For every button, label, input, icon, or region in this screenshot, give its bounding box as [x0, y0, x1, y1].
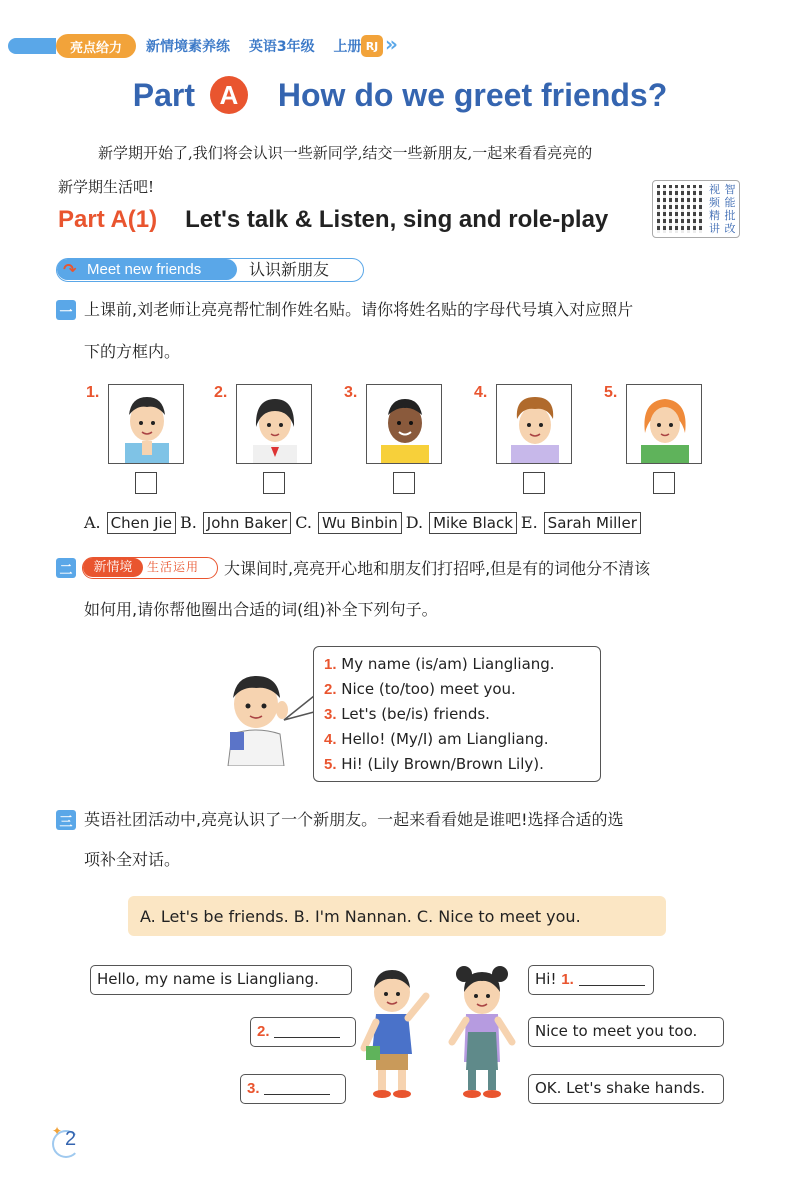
- name-options: A. Chen Jie B. John Baker C. Wu Binbin D. Mike Black E. Sarah Miller: [84, 512, 645, 534]
- dialog-options-strip: A. Let's be friends. B. I'm Nannan. C. Nice to meet you.: [128, 896, 666, 936]
- student-photo-4: [496, 384, 572, 464]
- name-tag-a: Chen Jie: [107, 512, 176, 534]
- blank-3[interactable]: [264, 1079, 330, 1095]
- header-text: [146, 36, 376, 56]
- qr-label: 视 智 频 能 精 批 讲 改: [709, 183, 736, 235]
- meet-tag-en: Meet new friends: [57, 259, 237, 280]
- section-2-line-1: 大课间时,亮亮开心地和朋友们打招呼,但是有的词他分不清该: [224, 559, 651, 578]
- section-3-line-1: 英语社团活动中,亮亮认识了一个新朋友。一起来看看她是谁吧!选择合适的选: [84, 810, 624, 829]
- subject-name: 英语3年级: [248, 39, 315, 55]
- title-letter-badge: A: [210, 76, 248, 114]
- sentence-4: 4. Hello! (My/I) am Liangliang.: [324, 730, 549, 748]
- tag-new-context: 新情境: [83, 558, 143, 577]
- curved-arrow-icon: ↷: [63, 260, 77, 279]
- student-photo-5: [626, 384, 702, 464]
- sentence-5: 5. Hi! (Lily Brown/Brown Lily).: [324, 755, 544, 773]
- header-bar: [8, 38, 56, 54]
- name-tag-e: Sarah Miller: [544, 512, 641, 534]
- blank-2[interactable]: [274, 1022, 340, 1038]
- section-2-number: 二: [56, 558, 76, 578]
- qr-code[interactable]: [652, 180, 740, 238]
- dialog-bubble-1: Hello, my name is Liangliang.: [90, 965, 352, 995]
- dialog-bubble-2: Hi! 1.: [528, 965, 654, 995]
- lesson-label: Part A(1): [58, 206, 158, 233]
- photo-number-3: 3.: [344, 384, 358, 401]
- answer-box-2[interactable]: [263, 472, 285, 494]
- name-tag-c: Wu Binbin: [318, 512, 402, 534]
- answer-box-5[interactable]: [653, 472, 675, 494]
- series-name: 新情境素养练: [146, 39, 230, 55]
- name-tag-d: Mike Black: [429, 512, 517, 534]
- section-1-line-1: 上课前,刘老师让亮亮帮忙制作姓名贴。请你将姓名贴的字母代号填入对应照片: [84, 300, 634, 319]
- new-context-tag: [82, 557, 218, 579]
- blank-1[interactable]: [579, 970, 645, 986]
- photo-number-1: 1.: [86, 384, 100, 401]
- tag-life-application: 生活运用: [147, 560, 200, 574]
- photo-number-5: 5.: [604, 384, 618, 401]
- sentence-list-bubble: [313, 646, 601, 782]
- intro-line-2: 新学期生活吧!: [58, 178, 155, 196]
- meet-new-friends-tag: [56, 258, 364, 282]
- dialog-bubble-4: Nice to meet you too.: [528, 1017, 724, 1047]
- title-text: How do we greet friends?: [277, 77, 668, 113]
- dialog-bubble-6: OK. Let's shake hands.: [528, 1074, 724, 1104]
- speech-tail: [282, 694, 316, 724]
- dialog-bubble-5: 3.: [240, 1074, 346, 1104]
- answer-box-1[interactable]: [135, 472, 157, 494]
- title-part: Part: [132, 77, 195, 113]
- page-title: [0, 76, 800, 114]
- lesson-heading: [58, 206, 608, 234]
- qr-pattern: [657, 185, 705, 233]
- name-tag-b: John Baker: [203, 512, 291, 534]
- student-photo-1: [108, 384, 184, 464]
- answer-box-4[interactable]: [523, 472, 545, 494]
- edition-badge: RJ: [361, 35, 383, 57]
- lesson-title: Let's talk & Listen, sing and role-play: [185, 206, 609, 233]
- header-badge: 亮点给力: [56, 34, 136, 58]
- section-1-number: 一: [56, 300, 76, 320]
- girl-illustration: [440, 962, 524, 1102]
- student-photo-2: [236, 384, 312, 464]
- student-photo-3: [366, 384, 442, 464]
- sentence-3: 3. Let's (be/is) friends.: [324, 705, 490, 723]
- boy-waving-illustration: [352, 962, 442, 1102]
- photo-number-4: 4.: [474, 384, 488, 401]
- section-3-number: 三: [56, 810, 76, 830]
- page-number: ✦ 2: [52, 1124, 84, 1156]
- answer-box-3[interactable]: [393, 472, 415, 494]
- volume-name: 上册: [333, 39, 362, 55]
- section-2-line-2: 如何用,请你帮他圈出合适的词(组)补全下列句子。: [84, 600, 438, 619]
- sentence-1: 1. My name (is/am) Liangliang.: [324, 655, 555, 673]
- meet-tag-cn: 认识新朋友: [249, 260, 330, 279]
- dialog-bubble-3: 2.: [250, 1017, 356, 1047]
- section-3-line-2: 项补全对话。: [84, 850, 181, 869]
- section-1-line-2: 下的方框内。: [84, 342, 181, 361]
- sentence-2: 2. Nice (to/too) meet you.: [324, 680, 516, 698]
- star-icon: ✦: [52, 1124, 63, 1138]
- intro-line-1: 新学期开始了,我们将会认识一些新同学,结交一些新朋友,一起来看看亮亮的: [98, 144, 593, 162]
- chevron-right-icon: »: [385, 32, 398, 56]
- photo-number-2: 2.: [214, 384, 228, 401]
